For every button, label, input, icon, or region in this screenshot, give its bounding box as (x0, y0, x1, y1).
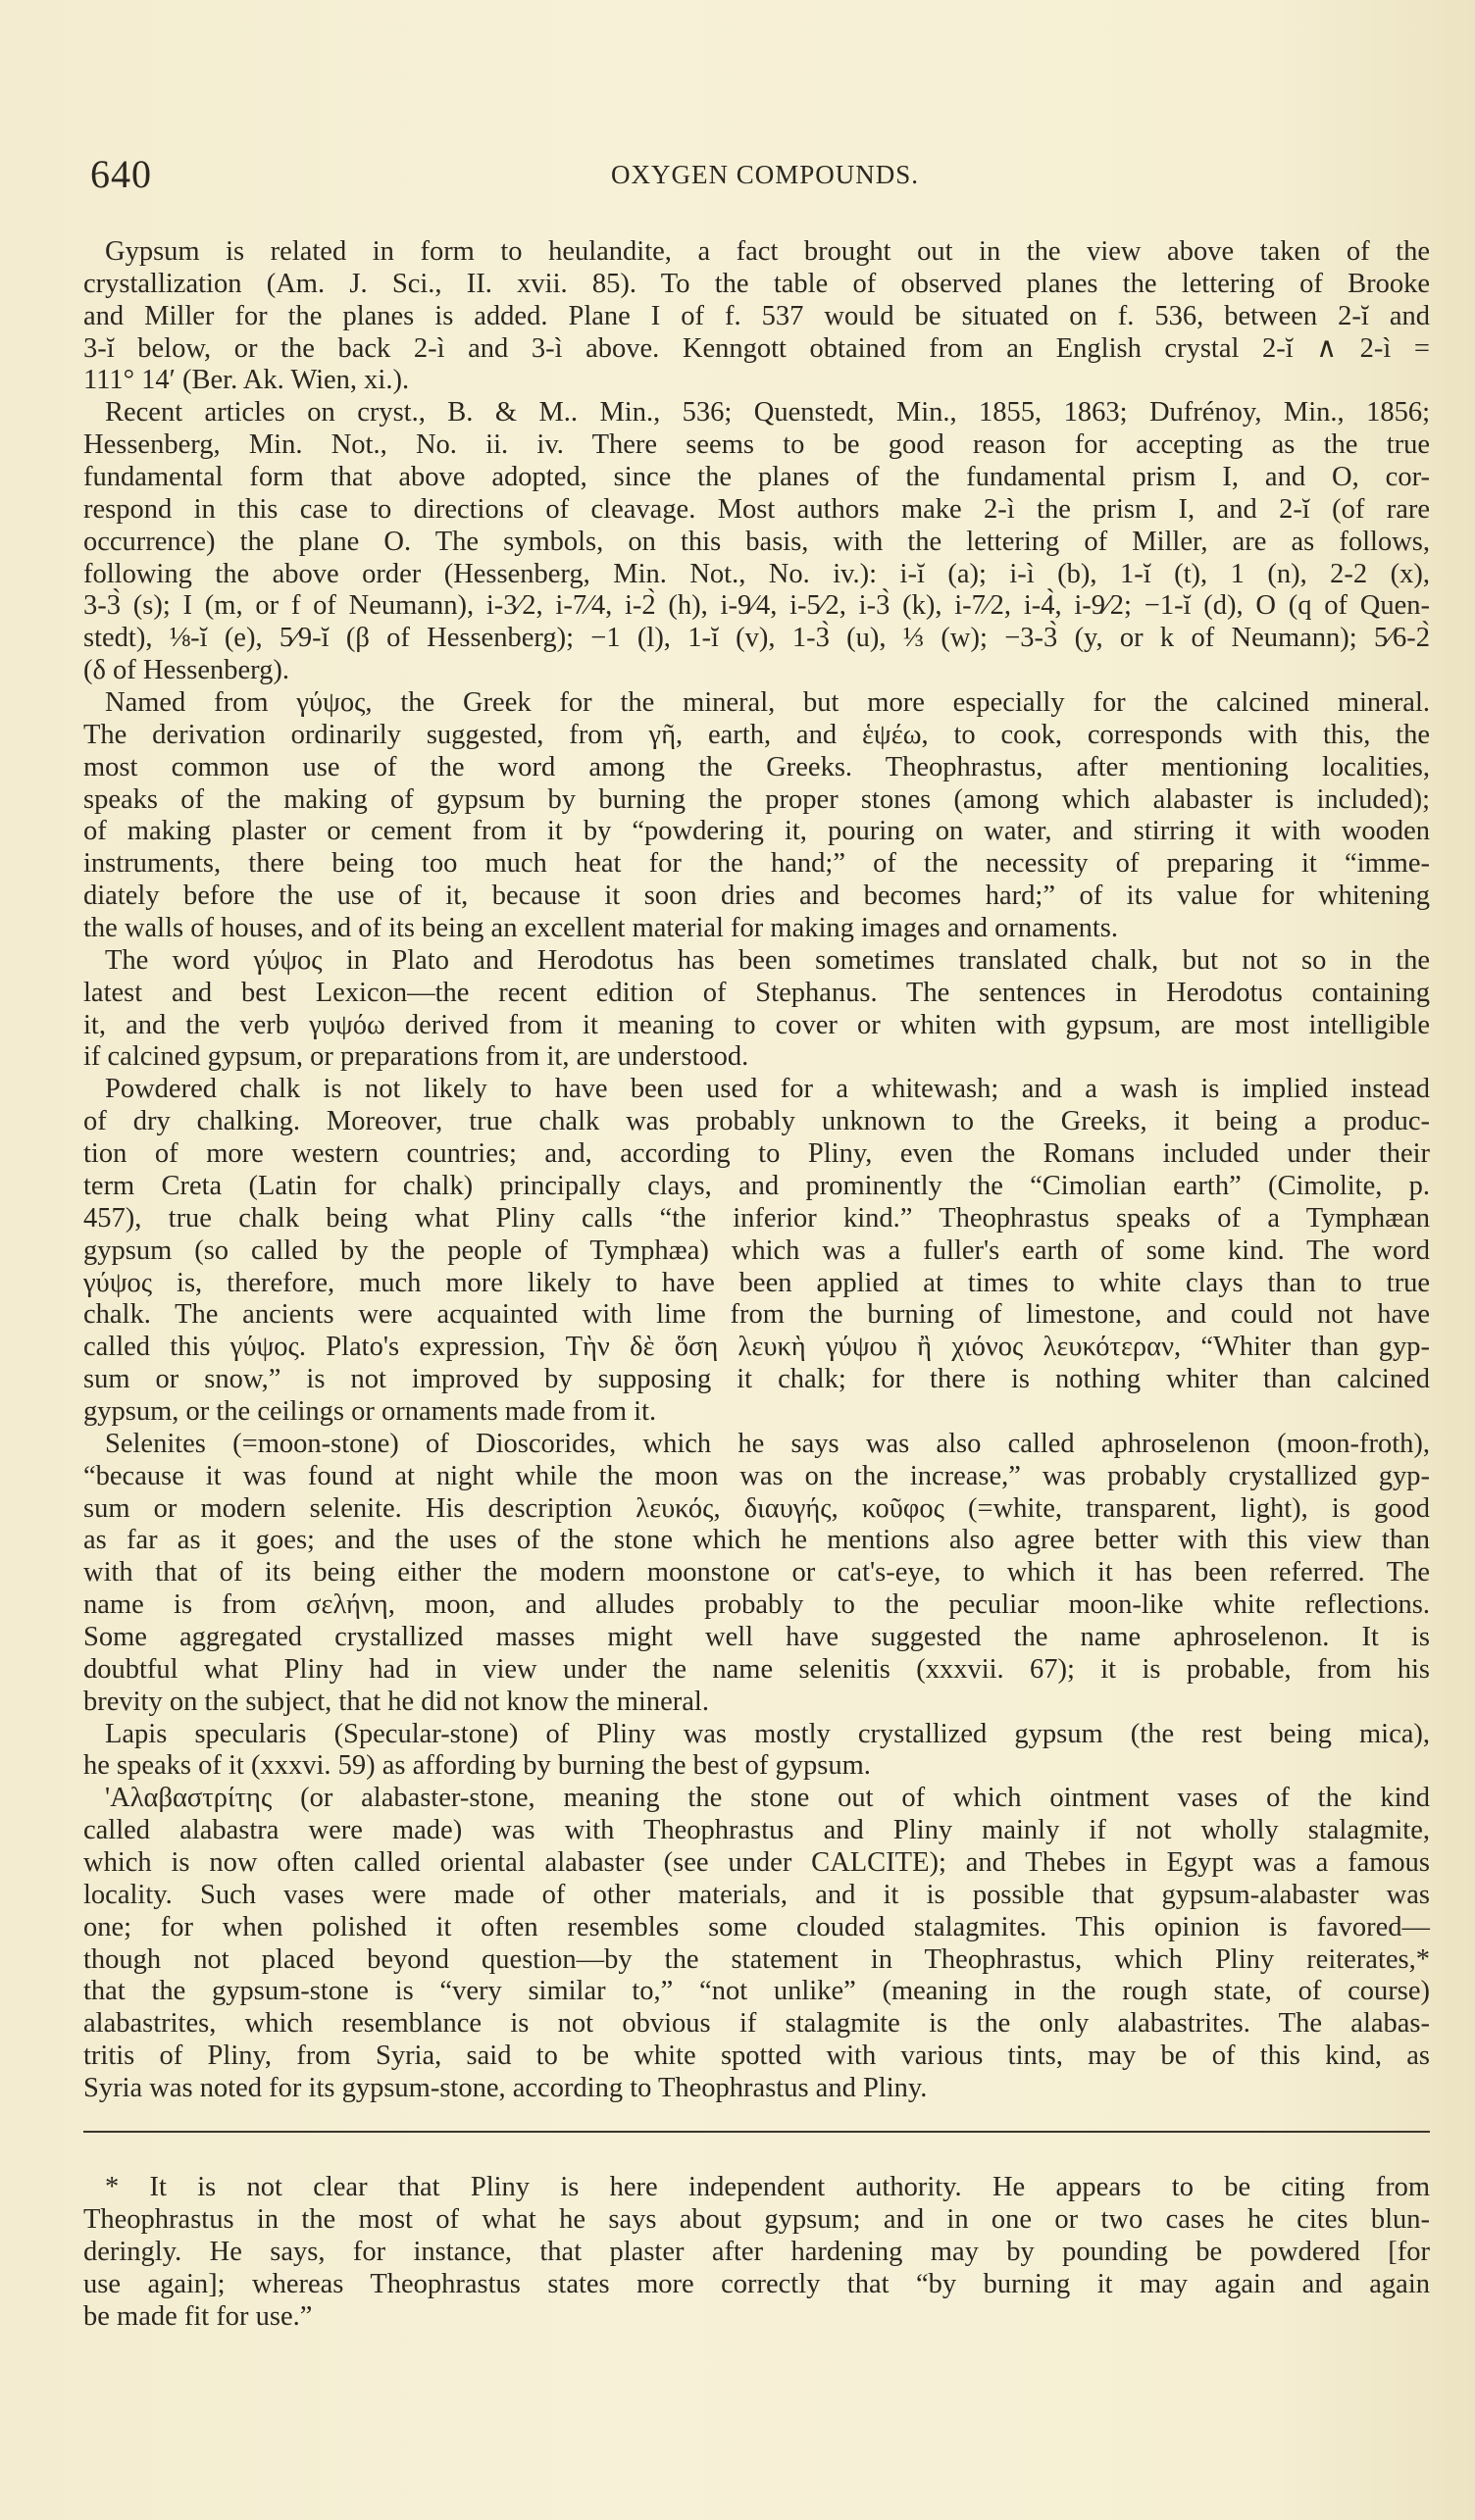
text-line: Lapis specularis (Specular-stone) of Pliny was mostly crystallized gypsum (the rest being mica), (105, 1718, 1430, 1749)
footnote-line: be made fit for use.” (83, 2301, 313, 2332)
paragraph (83, 1074, 1430, 1428)
text-line: and Miller for the planes is added. Plane I of f. 537 would be situated on f. 536, between 2-ĭ and (83, 300, 1430, 331)
text-line: 457), true chalk being what Pliny calls “the inferior kind.” Theophrastus speaks of a Tymphæan (83, 1202, 1430, 1234)
text-line: stedt), ⅛-ĭ (e), 5⁄9-ĭ (β of Hessenberg); −1 (l), 1-ĭ (v), 1-3̀ (u), ⅓ (w); −3-3̀ (y, or k of Neumann); 5⁄6-2̀ (83, 623, 1430, 654)
text-line: of dry chalking. Moreover, true chalk was probably unknown to the Greeks, it being a produc- (83, 1106, 1430, 1137)
text-line: (δ of Hessenberg). (83, 655, 289, 686)
text-line: that the gypsum-stone is “very similar to,” “not unlike” (meaning in the rough state, of course) (83, 1976, 1430, 2007)
text-line: it, and the verb γυψόω derived from it meaning to cover or whiten with gypsum, are most intelligible (83, 1009, 1430, 1040)
text-line: occurrence) the plane O. The symbols, on this basis, with the lettering of Miller, are as follows, (83, 526, 1430, 557)
text-line: 3-ĭ below, or the back 2-ì and 3-ì above. Kenngott obtained from an English crystal 2-ĭ ∧ 2-ì = (83, 332, 1430, 364)
paragraph (83, 1719, 1430, 1784)
text-line: gypsum, or the ceilings or ornaments made from it. (83, 1395, 657, 1427)
text-line: 3-3̀ (s); I (m, or f of Neumann), i-3⁄2, i-7⁄4, i-2̀ (h), i-9⁄4, i-5⁄2, i-3̀ (k), i-7⁄2, i-4̀, i-9⁄2; −1-ĭ (d), O (q of Quen- (83, 590, 1430, 622)
text-line: Some aggregated crystallized masses might well have suggested the name aphroselenon. It is (83, 1621, 1430, 1652)
footnote-divider (83, 2131, 1430, 2133)
text-line: most common use of the word among the Greeks. Theophrastus, after mentioning localities, (83, 751, 1430, 782)
text-line: tion of more western countries; and, according to Pliny, even the Romans included under their (83, 1138, 1430, 1170)
text-line: though not placed beyond question—by the statement in Theophrastus, which Pliny reiterates,* (83, 1943, 1430, 1975)
text-line: Syria was noted for its gypsum-stone, according to Theophrastus and Pliny. (83, 2072, 928, 2103)
footnote-line: * It is not clear that Pliny is here independent authority. He appears to be citing from (105, 2172, 1430, 2202)
text-line: the walls of houses, and of its being an excellent material for making images and ornaments. (83, 913, 1118, 944)
text-line: 'Αλαβαστρίτης (or alabaster-stone, meaning the stone out of which ointment vases of the kind (105, 1783, 1430, 1814)
text-line: name is from σελήνη, moon, and alludes probably to the peculiar moon-like white reflections. (83, 1589, 1430, 1621)
paragraph (83, 1429, 1430, 1719)
paragraph (83, 397, 1430, 687)
text-line: γύψος is, therefore, much more likely to have been applied at times to white clays than to true (83, 1267, 1430, 1298)
text-line: he speaks of it (xxxvi. 59) as affording by burning the best of gypsum. (83, 1750, 871, 1782)
text-line: as far as it goes; and the uses of the stone which he mentions also agree better with this view than (83, 1525, 1430, 1556)
text-line: term Creta (Latin for chalk) principally clays, and prominently the “Cimolian earth” (Cimolite, p. (83, 1170, 1430, 1201)
text-line: doubtful what Pliny had in view under the name selenitis (xxxvii. 67); it is probable, from his (83, 1653, 1430, 1685)
text-line: Recent articles on cryst., B. & M.. Min., 536; Quenstedt, Min., 1855, 1863; Dufrénoy, Min., 1856; (105, 397, 1430, 428)
text-line: which is now often called oriental alabaster (see under CALCITE); and Thebes in Egypt was a famous (83, 1846, 1430, 1878)
text-line: speaks of the making of gypsum by burning the proper stones (among which alabaster is included); (83, 783, 1430, 815)
footnote-line: Theophrastus in the most of what he says about gypsum; and in one or two cases he cites blun- (83, 2204, 1430, 2235)
text-line: diately before the use of it, because it soon dries and becomes hard;” of its value for whitening (83, 881, 1430, 912)
text-line: respond in this case to directions of cleavage. Most authors make 2-ì the prism I, and 2-ĭ (of rare (83, 493, 1430, 525)
text-line: called this γύψος. Plato's expression, Τὴν δὲ ὅση λευκὴ γύψου ἢ χιόνος λευκότεραν, “Whiter than gyp- (83, 1332, 1430, 1363)
footnote-line: use again]; whereas Theophrastus states more correctly that “by burning it may again and again (83, 2269, 1430, 2299)
text-line: chalk. The ancients were acquainted with lime from the burning of limestone, and could not have (83, 1299, 1430, 1331)
text-line: “because it was found at night while the moon was on the increase,” was probably crystallized gyp- (83, 1460, 1430, 1491)
text-line: fundamental form that above adopted, since the planes of the fundamental prism I, and O, cor- (83, 462, 1430, 493)
text-line: crystallization (Am. J. Sci., II. xvii. 85). To the table of observed planes the lettering of Brooke (83, 268, 1430, 299)
body-text (83, 236, 1430, 2105)
text-line: Gypsum is related in form to heulandite, a fact brought out in the view above taken of the (105, 236, 1430, 267)
running-title: OXYGEN COMPOUNDS. (610, 160, 920, 189)
text-line: called alabastra were made) was with Theophrastus and Pliny mainly if not wholly stalagmite, (83, 1815, 1430, 1846)
text-line: brevity on the subject, that he did not know the mineral. (83, 1686, 709, 1717)
text-line: instruments, there being too much heat for the hand;” of the necessity of preparing it “imme- (83, 848, 1430, 880)
page-number: 640 (90, 152, 152, 196)
text-line: 111° 14′ (Ber. Ak. Wien, xi.). (83, 365, 410, 396)
paragraph (83, 236, 1430, 397)
text-line: sum or snow,” is not improved by supposing it chalk; for there is nothing whiter than calcined (83, 1364, 1430, 1395)
text-line: Powdered chalk is not likely to have been used for a whitewash; and a wash is implied instead (105, 1074, 1430, 1105)
text-line: Named from γύψος, the Greek for the mineral, but more especially for the calcined mineral. (105, 687, 1430, 719)
text-line: sum or modern selenite. His description λευκός, διαυγής, κοῦφος (=white, transparent, light), is good (83, 1492, 1430, 1524)
text-line: with that of its being either the modern moonstone or cat's-eye, to which it has been referred. The (83, 1557, 1430, 1588)
text-line: gypsum (so called by the people of Tymphæa) which was a fuller's earth of some kind. The word (83, 1235, 1430, 1266)
text-line: The derivation ordinarily suggested, from γῆ, earth, and ἑψέω, to cook, corresponds with this, the (83, 719, 1430, 750)
text-line: Selenites (=moon-stone) of Dioscorides, which he says was also called aphroselenon (moon-froth), (105, 1428, 1430, 1459)
paragraph (83, 687, 1430, 945)
footnote-line: deringly. He says, for instance, that plaster after hardening may by pounding be powdered [for (83, 2237, 1430, 2267)
text-line: following the above order (Hessenberg, Min. Not., No. iv.): i-ĭ (a); i-ì (b), 1-ĭ (t), 1 (n), 2-2 (x), (83, 558, 1430, 589)
text-line: alabastrites, which resemblance is not obvious if stalagmite is the only alabastrites. The alabas- (83, 2008, 1430, 2040)
text-line: locality. Such vases were made of other materials, and it is possible that gypsum-alabaster was (83, 1879, 1430, 1910)
footnote (83, 2171, 1430, 2333)
text-line: latest and best Lexicon—the recent edition of Stephanus. The sentences in Herodotus containing (83, 977, 1430, 1008)
text-line: one; for when polished it often resembles some clouded stalagmites. This opinion is favored— (83, 1911, 1430, 1942)
text-line: Hessenberg, Min. Not., No. ii. iv. There seems to be good reason for accepting as the true (83, 429, 1430, 461)
paragraph (83, 945, 1430, 1074)
paragraph (83, 1783, 1430, 2105)
text-line: if calcined gypsum, or preparations from it, are understood. (83, 1041, 749, 1073)
text-line: The word γύψος in Plato and Herodotus has been sometimes translated chalk, but not so in the (105, 944, 1430, 976)
text-line: of making plaster or cement from it by “powdering it, pouring on water, and stirring it with wooden (83, 816, 1430, 847)
text-line: tritis of Pliny, from Syria, said to be white spotted with various tints, may be of this kind, as (83, 2041, 1430, 2072)
